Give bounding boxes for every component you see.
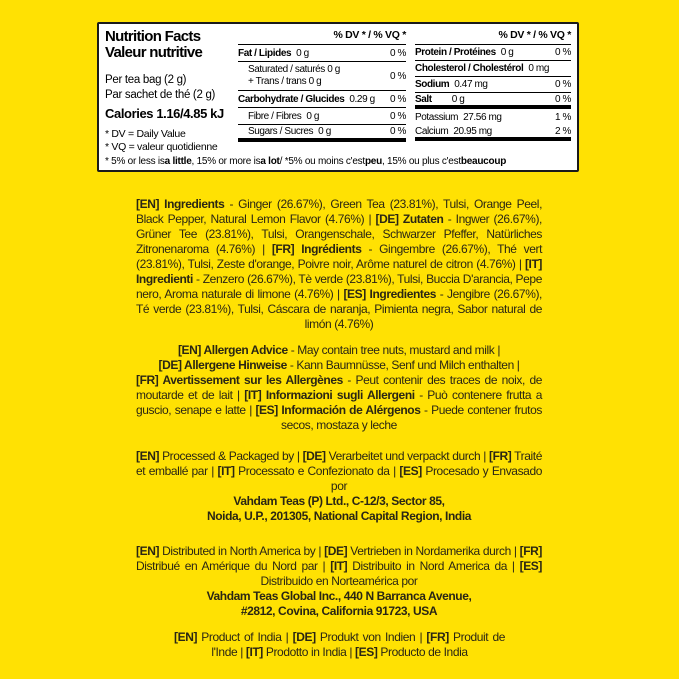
text-segment: Processato e Confezionato da | <box>234 464 400 478</box>
bold-text-segment: [DE] Zutaten <box>375 212 444 226</box>
nutrient-row <box>415 77 571 93</box>
text-segment: - May contain tree nuts, mustard and milk | <box>287 343 501 357</box>
nutrient-percent: 0 % <box>389 93 406 105</box>
bold-text-segment: a lot <box>260 155 280 167</box>
calories-line: Calories 1.16/4.85 kJ <box>105 105 224 121</box>
bold-text-segment: a little <box>164 155 192 167</box>
text-segment: Producto de India <box>377 645 468 659</box>
nutrient-label: Fat / Lipides 0 g <box>238 47 309 59</box>
nutrient-label: Calcium 20.95 mg <box>415 125 492 137</box>
bold-text-segment: [IT] <box>245 645 263 659</box>
panel-left-column <box>105 27 229 155</box>
text-segment: - Può contenere frutta a guscio, senape e latte | <box>136 388 542 417</box>
nutrient-row <box>238 108 406 125</box>
bold-text-segment: [FR] Ingrédients <box>271 242 362 256</box>
allergen-section <box>136 343 542 433</box>
serving-size-en: Per tea bag (2 g) <box>105 74 187 86</box>
nutrient-label: Cholesterol / Cholestérol 0 mg <box>415 63 549 74</box>
text-segment: Procesado y Envasado por <box>330 464 542 493</box>
text-segment: Vertrieben in Nordamerika durch | <box>347 544 520 558</box>
bold-text-segment: [FR] <box>519 544 542 558</box>
nutrient-row <box>415 125 571 141</box>
nutrient-row <box>415 109 571 125</box>
nutrition-facts-panel <box>97 22 579 172</box>
text-segment: - Zenzero (26.67%), Tè verde (23.81%), Tulsi, Buccia D'arancia, Pepe nero, Aroma naturale di limone (4.76%) | <box>136 272 542 301</box>
dv-vq-header: % DV * / % VQ * <box>415 27 571 45</box>
text-segment: Product of India | <box>197 630 293 644</box>
bold-text-segment: [FR] <box>489 449 512 463</box>
nutrient-row <box>238 62 406 91</box>
text-segment: Distribuito in Nord America da | <box>347 559 520 573</box>
text-segment: * 5% or less is <box>105 155 165 167</box>
nutrient-percent: 0 % <box>389 110 406 122</box>
bold-text-segment: [EN] Allergen Advice <box>177 343 288 357</box>
bold-text-segment: [ES] <box>519 559 542 573</box>
bold-text-segment: [ES] <box>355 645 378 659</box>
text-segment: - Jengibre (26.67%), Té verde (23.81%), Tulsi, Cáscara de naranja, Pimienta negra, Sabor natural de limón (4.76%) <box>136 287 542 331</box>
nutrient-row <box>238 125 406 142</box>
text-segment: - Ginger (26.67%), Green Tea (23.81%), Tulsi, Orange Peel, Black Pepper, Natural Lemon Flavor (4.76%) | <box>136 197 542 226</box>
text-segment: - Kann Baumnüsse, Senf und Milch enthalten | <box>286 358 520 372</box>
bold-text-segment: [FR] <box>426 630 449 644</box>
nutrient-label: Carbohydrate / Glucides 0.29 g <box>238 93 375 105</box>
bold-text-segment: peu <box>364 155 382 167</box>
bold-text-segment: [DE] <box>324 544 348 558</box>
text-segment: Processed & Packaged by | <box>159 449 303 463</box>
ingredients-section <box>136 197 542 332</box>
processor-address-line-2: Noida, U.P., 201305, National Capital Region, India <box>206 509 472 523</box>
nutrient-percent: 1 % <box>554 111 571 123</box>
dv-vq-header: % DV * / % VQ * <box>238 27 406 45</box>
panel-footnote <box>105 155 571 169</box>
processed-by-text <box>136 449 542 494</box>
bold-text-segment: beaucoup <box>460 155 507 167</box>
nutrient-rows-right <box>415 45 571 141</box>
nutrient-label: Sugars / Sucres 0 g <box>248 126 331 137</box>
text-segment: - Gingembre (26.67%), Thé vert (23.81%), Tulsi, Zeste d'orange, Poivre noir, Arôme naturel de citron (4.76%) | <box>136 242 542 271</box>
text-segment: - Peut contenir des traces de noix, de moutarde et de lait | <box>136 373 543 402</box>
bold-text-segment: [EN] <box>136 544 160 558</box>
distributor-address-line-2: #2812, Covina, California 91723, USA <box>240 604 438 618</box>
text-segment: Distributed in North America by | <box>159 544 325 558</box>
bold-text-segment: [IT] <box>330 559 348 573</box>
processor-address-line-1: Vahdam Teas (P) Ltd., C-12/3, Sector 85, <box>233 494 445 508</box>
text-segment: - Ingwer (26.67%), Grüner Tee (23.81%), Tulsi, Orangenschale, Schwarzer Pfeffer, Natürliches Zitronenaroma (4.76%) | <box>136 212 542 256</box>
nutrient-label: Protein / Protéines 0 g <box>415 47 514 58</box>
nutrient-percent: 0 % <box>389 47 406 59</box>
bold-text-segment: [IT] <box>217 464 235 478</box>
processed-section <box>136 449 542 524</box>
panel-columns <box>105 27 571 155</box>
bold-text-segment: [ES] <box>399 464 422 478</box>
nutrition-facts-title: Nutrition Facts <box>105 28 201 45</box>
text-segment: Produit de l'Inde | <box>211 630 505 659</box>
nutrient-label: Potassium 27.56 mg <box>415 111 502 123</box>
bold-text-segment: [ES] Información de Alérgenos <box>255 403 421 417</box>
nutrient-label: Fibre / Fibres 0 g <box>248 110 320 122</box>
text-segment: Produkt von Indien | <box>315 630 427 644</box>
product-origin-section <box>174 630 505 660</box>
bold-text-segment: [DE] Allergene Hinweise <box>158 358 287 372</box>
bold-text-segment: [IT] Ingredienti <box>136 257 542 286</box>
bold-text-segment: [DE] <box>292 630 316 644</box>
nutrient-percent: 0 % <box>554 47 571 58</box>
vq-note: * VQ = valeur quotidienne <box>105 141 218 153</box>
text-segment: Distribué en Amérique du Nord par | <box>136 559 331 573</box>
dv-note: * DV = Daily Value <box>105 127 186 140</box>
nutrient-row <box>415 61 571 77</box>
distributor-address-line-1: Vahdam Teas Global Inc., 440 N Barranca Avenue, <box>206 589 472 603</box>
distributed-by-text <box>136 544 542 589</box>
nutrient-percent: 0 % <box>389 126 406 137</box>
text-segment: / *5% ou moins c'est <box>279 155 365 167</box>
bold-text-segment: [EN] <box>174 630 198 644</box>
text-segment: , 15% ou plus c'est <box>381 155 461 167</box>
nutrient-percent: 0 % <box>389 70 406 82</box>
nutrient-label: Salt 0 g <box>415 93 465 105</box>
nutrient-percent: 0 % <box>554 93 571 105</box>
serving-size-fr: Par sachet de thé (2 g) <box>105 89 216 101</box>
bold-text-segment: [IT] Informazioni sugli Allergeni <box>244 388 415 402</box>
nutrient-rows-mid <box>238 45 406 142</box>
valeur-nutritive-title: Valeur nutritive <box>105 43 203 61</box>
bold-text-segment: [DE] <box>302 449 326 463</box>
text-segment: Traité et emballé par | <box>136 449 543 478</box>
nutrient-column-right <box>415 27 571 155</box>
bold-text-segment: [FR] Avertissement sur les Allergènes <box>136 373 343 387</box>
bold-text-segment: [EN] <box>136 449 160 463</box>
nutrient-column-left <box>238 27 406 155</box>
nutrient-label: Saturated / saturés 0 g + Trans / trans 0 g <box>248 63 340 87</box>
bold-text-segment: [ES] Ingredientes <box>343 287 437 301</box>
nutrient-row <box>238 91 406 108</box>
text-segment: Distribuido en Norteamérica por <box>260 574 418 588</box>
nutrient-percent: 0 % <box>554 79 571 90</box>
bold-text-segment: [EN] Ingredients <box>136 197 225 211</box>
nutrient-row <box>415 93 571 109</box>
text-segment: - Puede contener frutos secos, mostaza y leche <box>281 403 542 432</box>
distributed-section <box>136 544 542 619</box>
nutrient-label: Sodium 0.47 mg <box>415 79 488 90</box>
text-segment: Prodotto in India | <box>262 645 356 659</box>
text-segment: , 15% or more is <box>191 155 261 167</box>
nutrient-row <box>415 45 571 61</box>
text-segment: Verarbeitet und verpackt durch | <box>325 449 489 463</box>
nutrient-row <box>238 45 406 62</box>
nutrient-percent: 2 % <box>554 125 571 137</box>
